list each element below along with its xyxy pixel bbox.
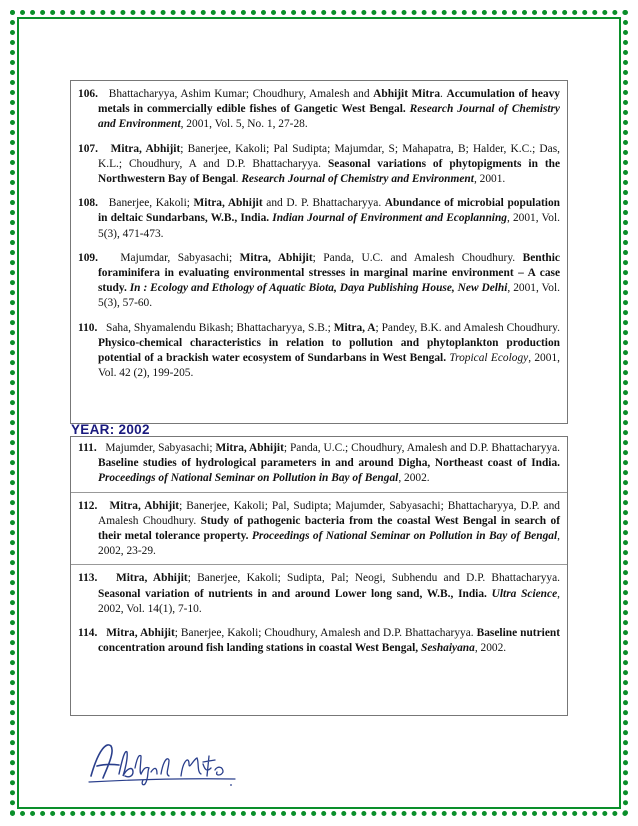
signature (85, 738, 245, 788)
entry-authors: ; Banerjee, Kakoli; Sudipta, Pal; Neogi, Subhendu and D.P. Bhattacharyya. (187, 572, 561, 585)
entry-authors: ; Panda, U.C. and Amalesh Choudhury. (312, 251, 523, 264)
entry-details: , 2002. (474, 642, 507, 655)
entry-journal: Proceedings of National Seminar on Pollution in Bay of Bengal (98, 472, 399, 485)
entry-details: , 2001. (473, 173, 506, 186)
entry-journal: In : Ecology and Ethology of Aquatic Biota, Daya Publishing House, New Delhi (129, 282, 508, 295)
entry-title: Accumulation of heavy metals in commercially edible fishes of Gangetic West Bengal. (98, 88, 561, 116)
entry-highlight-author: Mitra, Abhijit (110, 142, 181, 155)
entry-journal: Tropical Ecology (449, 352, 529, 365)
entry-details: , 2001, Vol. 5(3), 471-473. (98, 212, 560, 240)
entry-pre-authors: Majumdar, Sabyasachi; (120, 251, 240, 264)
entry-highlight-author: Mitra, Abhijit (106, 627, 175, 640)
publication-114 (78, 626, 560, 656)
publication-111 (71, 437, 567, 493)
entry-highlight-author: Abhijit Mitra (373, 88, 441, 100)
entry-title: Baseline nutrient concentration around fish landing stations in coastal West Bengal, (98, 627, 560, 655)
entry-highlight-author: Mitra, Abhijit (215, 442, 284, 454)
publication-107 (78, 142, 560, 188)
entry-details: , 2002. (398, 472, 430, 485)
publication-108 (78, 196, 560, 242)
entry-highlight-author: Mitra, Abhijit (109, 499, 180, 512)
publications-2002-box (70, 436, 568, 716)
entry-separator: . (235, 173, 242, 186)
entry-authors: ; Pandey, B.K. and Amalesh Choudhury. (375, 321, 560, 334)
entry-number: 111. (78, 442, 97, 454)
publication-112 (71, 499, 567, 566)
year-heading: YEAR: 2002 (71, 422, 150, 437)
entry-separator: . (440, 88, 447, 100)
entry-highlight-author: Mitra, Abhijit (115, 572, 188, 585)
entry-number: 110. (78, 321, 98, 334)
entry-journal: Research Journal of Chemistry and Environment (241, 173, 474, 186)
entry-details: , 2001, Vol. 42 (2), 199-205. (98, 352, 560, 380)
entry-number: 108. (78, 197, 98, 210)
entry-authors: and D. P. Bhattacharyya. (262, 197, 385, 210)
publication-106 (78, 87, 560, 133)
entry-title: Physico-chemical characteristics in relation to pollution and phytoplankton production potential of a brackish water ecosystem of Sundarbans in West Bengal. (98, 336, 560, 365)
entry-journal: Ultra Science (491, 587, 558, 600)
entry-number: 107. (78, 142, 98, 155)
publication-109 (78, 251, 560, 312)
entry-details: , 2001, Vol. 5(3), 57-60. (98, 282, 561, 310)
entry-title: Abundance of microbial population in deltaic Sundarbans, W.B., India. (98, 197, 561, 225)
entry-title: Seasonal variation of nutrients in and around Lower long sand, W.B., India. (98, 587, 487, 600)
entry-journal: Research Journal of Chemistry and Environment (98, 103, 560, 131)
entry-journal: Seshaiyana (421, 642, 475, 655)
entry-authors: ; Banerjee, Kakoli; Choudhury, Amalesh and D.P. Bhattacharyya. (174, 627, 477, 640)
entry-number: 113. (78, 572, 98, 585)
entry-number: 106. (78, 88, 98, 100)
entry-title: Study of pathogenic bacteria from the coastal West Bengal in search of their metal tolerance property. (98, 514, 560, 543)
entry-authors: Bhattacharyya, Ashim Kumar; Choudhury, Amalesh and (108, 88, 374, 100)
entry-title: Benthic foraminifera in evaluating environmental stresses in marginal marine environment – A case study. (98, 251, 560, 295)
entry-authors: ; Banerjee, Kakoli; Pal, Sudipta; Majumder, Sabyasachi; Bhattacharyya, D.P. and Amalesh Choudhury. (98, 499, 561, 527)
entry-journal: Indian Journal of Environment and Ecoplanning (272, 212, 507, 225)
publications-2001-box (70, 80, 568, 424)
entry-authors: ; Banerjee, Kakoli; Pal Sudipta; Majumdar, S; Mahapatra, B; Halder, K.C.; Das, K.L.; Choudhury, A and D.P. Bhattacharyya. (98, 142, 560, 170)
entry-number: 112. (78, 499, 98, 512)
entry-details: , 2001, Vol. 5, No. 1, 27-28. (180, 118, 308, 131)
entry-details: , 2002, 23-29. (98, 530, 560, 558)
entry-highlight-author: Mitra, Abhijit (193, 197, 263, 210)
entry-authors: ; Panda, U.C.; Choudhury, Amalesh and D.P. Bhattacharyya. (283, 442, 561, 454)
entry-pre-authors: Majumder, Sabyasachi; (105, 442, 216, 454)
entry-details: , 2002, Vol. 14(1), 7-10. (98, 587, 560, 615)
entry-highlight-author: Mitra, A (333, 321, 376, 334)
entry-number: 109. (78, 251, 98, 264)
entry-title: Seasonal variations of phytopigments in the Northwestern Bay of Bengal (98, 157, 561, 186)
entry-highlight-author: Mitra, Abhijit (239, 251, 313, 264)
entry-title: Baseline studies of hydrological parameters in and around Digha, Northeast coast of India. (98, 457, 560, 470)
entry-number: 114. (78, 627, 98, 640)
entry-pre-authors: Banerjee, Kakoli; (108, 197, 194, 210)
publication-113 (78, 571, 560, 617)
entry-pre-authors: Saha, Shyamalendu Bikash; Bhattacharyya, S.B.; (106, 321, 334, 334)
publication-110 (78, 321, 560, 382)
entry-journal: Proceedings of National Seminar on Pollution in Bay of Bengal (251, 530, 558, 543)
